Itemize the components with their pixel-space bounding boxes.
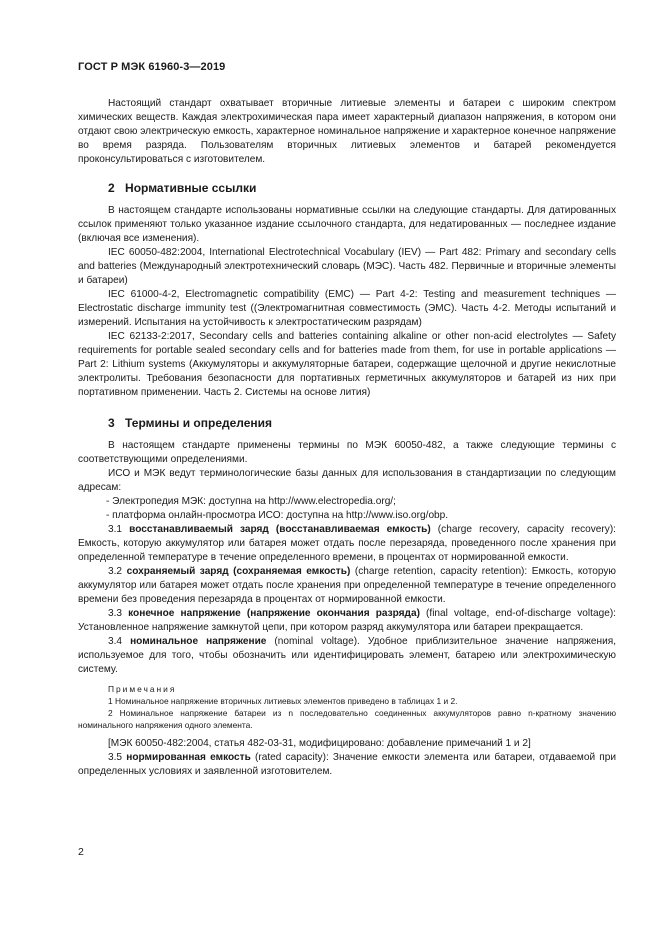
note-1: 1 Номинальное напряжение вторичных литиевых элементов приведено в таблицах 1 и 2. (108, 696, 458, 706)
term-3-3 (78, 607, 616, 635)
term-3-5-definition: (rated capacity): Значение емкости элемента или батареи, отдаваемой при определенных условиях и заявленной изготовителем. (78, 752, 617, 777)
section-2-intro: В настоящем стандарте использованы нормативные ссылки на следующие стандарты. Для датированных ссылок применяют только указанное издание ссылочного стандарта, для недатированных — последнее издание (включая все изменения). (78, 205, 616, 244)
term-3-4-name: номинальное напряжение (130, 636, 267, 647)
section-2-title: Нормативные ссылки (125, 181, 257, 195)
intro-paragraph: Настоящий стандарт охватывает вторичные литиевые элементы и батареи с широким спектром химических веществ. Каждая электрохимическая пара имеет характерный диапазон напряжения, в котором они отдают свою электрическую емкость, характерное номинальное напряжение и характерное конечное напряжение во время разряда. Пользователям вторичных литиевых элементов и батарей рекомендуется проконсультироваться с изготовителем. (78, 98, 616, 165)
term-3-1-name: восстанавливаемый заряд (восстанавливаемая емкость) (129, 524, 431, 535)
term-3-2 (78, 565, 616, 607)
section-3-heading (78, 415, 616, 431)
term-3-4 (78, 635, 616, 677)
term-3-3-number: 3.3 (108, 608, 123, 619)
term-3-2-definition: (charge retention, capacity retention): Емкость, которую аккумулятор или батарея может отдать после хранения при определенной температуре в течение определенного времени без проведения перезаряда в процентах от нормированной емкости. (78, 566, 617, 605)
section-3-title: Термины и определения (125, 416, 273, 430)
term-3-5-name: нормированная емкость (126, 752, 251, 763)
term-3-4-definition: (nominal voltage). Удобное приблизительное значение напряжения, используемое для того, чтобы обозначить или идентифицировать элемент, батарею или электрохимическую систему. (78, 636, 616, 675)
reference-iec-60050: IEC 60050-482:2004, International Electrotechnical Vocabulary (IEV) — Part 482: Primary and secondary cells and batteries (Международный электротехнический словарь (МЭС). Часть 482. Первичные и вторичные элементы и батареи) (78, 247, 616, 286)
reference-iec-62133: IEC 62133-2:2017, Secondary cells and batteries containing alkaline or other non-acid electrolytes — Safety requirements for portable sealed secondary cells and for batteries made from them, for use in portable applications — Part 2: Lithium systems (Аккумуляторы и аккумуляторные батареи, содержащие щелочной и другие некислотные электролиты. Требования безопасности для портативных герметичных аккумуляторов и батарей из них при портативном применении. Часть 2. Системы на основе лития) (78, 331, 616, 398)
term-3-3-definition: (final voltage, end-of-discharge voltage): Установленное напряжение замкнутой цепи, при котором разряд аккумулятора или батареи прекращается. (78, 608, 616, 633)
term-3-1-number: 3.1 (108, 524, 123, 535)
notes-title: Примечания (108, 684, 177, 694)
term-3-2-number: 3.2 (108, 566, 123, 577)
term-3-5 (78, 751, 616, 779)
term-3-2-name: сохраняемый заряд (сохраняемая емкость) (126, 566, 351, 577)
document-code-header: ГОСТ Р МЭК 61960-3—2019 (78, 61, 226, 73)
section-3-number: 3 (108, 416, 115, 430)
term-3-1-definition: (charge recovery, capacity recovery): Емкость, которую аккумулятор или батарея может отдать после перезаряда, проведенного после хранения при определенной температуре в течение определенного времени, в процентах от нормированной емкости. (78, 524, 616, 563)
section-2-number: 2 (108, 181, 115, 195)
section-3-intro: В настоящем стандарте применены термины по МЭК 60050-482, а также следующие термины с соответствующими определениями. (78, 440, 616, 465)
terminology-databases-paragraph: ИСО и МЭК ведут терминологические базы данных для использования в стандартизации по следующим адресам: (78, 468, 616, 493)
document-body (78, 97, 616, 779)
reference-iec-61000: IEC 61000-4-2, Electromagnetic compatibility (EMC) — Part 4-2: Testing and measurement techniques — Electrostatic discharge immunity test ((Электромагнитная совместимость (ЭМС). Часть 4-2. Методы испытаний и измерений. Испытания на устойчивость к электростатическим разрядам) (78, 289, 616, 328)
source-reference: [МЭК 60050-482:2004, статья 482-03-31, модифицировано: добавление примечаний 1 и 2] (108, 738, 531, 749)
list-item-electropedia: - Электропедия МЭК: доступна на http://www.electropedia.org/; (106, 496, 396, 507)
note-2: 2 Номинальное напряжение батареи из n последовательно соединенных аккумуляторов равно n-кратному значению номинального напряжения одного элемента. (78, 708, 616, 730)
notes-block (78, 683, 616, 731)
term-3-1 (78, 523, 616, 565)
term-3-5-number: 3.5 (108, 752, 123, 763)
term-3-4-number: 3.4 (108, 636, 123, 647)
page-number: 2 (78, 846, 84, 858)
section-2-heading (78, 180, 616, 196)
term-3-3-name: конечное напряжение (напряжение окончания разряда) (128, 608, 420, 619)
list-item-iso-obp: - платформа онлайн-просмотра ИСО: доступна на http://www.iso.org/obp. (106, 510, 449, 521)
